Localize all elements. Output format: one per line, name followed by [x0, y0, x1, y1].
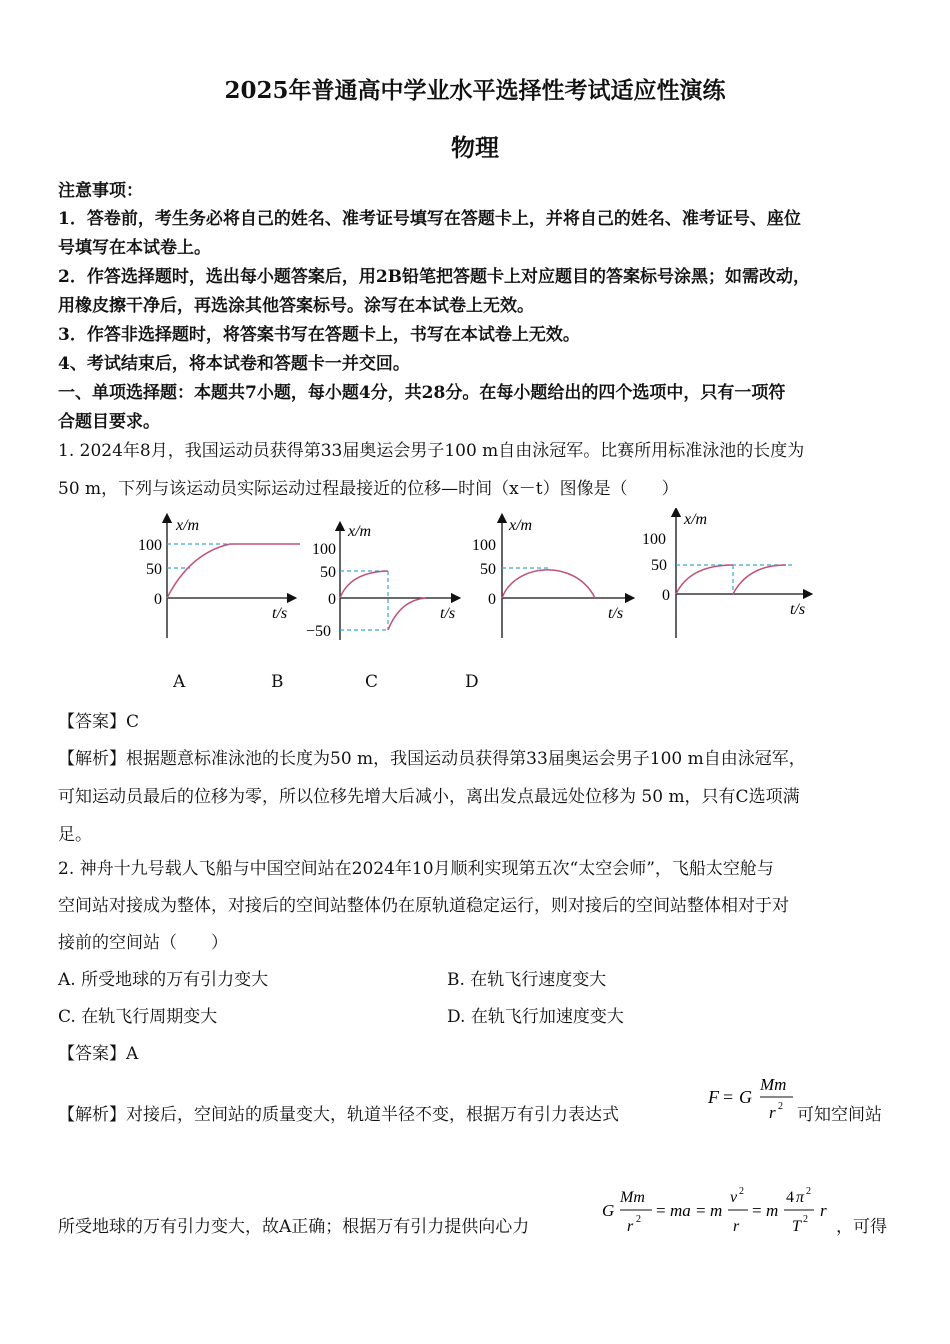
svg-text:2: 2 — [803, 1214, 808, 1225]
svg-text:4: 4 — [786, 1189, 794, 1206]
svg-text:x/m: x/m — [684, 511, 708, 528]
svg-text:2: 2 — [806, 1186, 811, 1197]
svg-text:=: = — [752, 1201, 762, 1220]
svg-text:100: 100 — [642, 531, 666, 548]
svg-text:v: v — [730, 1189, 738, 1206]
svg-text:50: 50 — [146, 561, 162, 578]
gravity-formula — [705, 1070, 797, 1126]
q2-analysis-part-1: 【解析】对接后，空间站的质量变大，轨道半径不变，根据万有引力表达式 — [58, 1105, 619, 1125]
svg-text:0: 0 — [662, 587, 670, 604]
svg-text:100: 100 — [138, 537, 162, 554]
graph-d-curve-2 — [733, 565, 786, 594]
q1-option-a-label: A — [173, 672, 186, 692]
q1-analysis-line-1: 【解析】根据题意标准泳池的长度为50 m，我国运动员获得第33届奥运会男子100 m自由泳冠军， — [58, 749, 806, 769]
graph-c-curve — [502, 570, 595, 598]
q1-analysis-line-3: 足。 — [58, 825, 92, 845]
note-1-line-2: 号填写在本试卷上。 — [58, 238, 211, 258]
graph-b — [306, 523, 456, 640]
q2-line-2: 空间站对接成为整体，对接后的空间站整体仍在原轨道稳定运行，则对接后的空间站整体相对于对 — [58, 896, 789, 916]
q2-analysis-part-4: ，可得 — [836, 1217, 887, 1237]
svg-text:G: G — [739, 1087, 752, 1107]
svg-text:T: T — [792, 1218, 801, 1235]
svg-text:r: r — [627, 1218, 634, 1235]
q2-option-c: C. 在轨飞行周期变大 — [58, 1007, 218, 1027]
graph-d — [642, 511, 808, 638]
svg-text:50: 50 — [320, 564, 336, 581]
subject-title: 物理 — [451, 133, 499, 162]
q2-analysis-part-3: 所受地球的万有引力变大，故A正确；根据万有引力提供向心力 — [58, 1217, 530, 1237]
svg-text:x/m: x/m — [348, 523, 372, 540]
note-3: 3．作答非选择题时，将答案书写在答题卡上，书写在本试卷上无效。 — [58, 325, 580, 345]
graph-b-curve-2 — [388, 598, 426, 630]
svg-text:r: r — [820, 1201, 827, 1220]
svg-text:G: G — [602, 1201, 615, 1220]
note-1-line-1: 1．答卷前，考生务必将自己的姓名、准考证号填写在答题卡上，并将自己的姓名、准考证号、座位 — [58, 209, 801, 229]
q2-analysis-part-2: 可知空间站 — [797, 1105, 882, 1125]
svg-text:0: 0 — [488, 591, 496, 608]
q1-answer: 【答案】C — [58, 712, 140, 732]
q2-line-3: 接前的空间站（ ） — [58, 933, 228, 953]
svg-text:2: 2 — [778, 1101, 783, 1112]
svg-text:x/m: x/m — [509, 517, 533, 534]
q2-option-b: B. 在轨飞行速度变大 — [447, 970, 607, 990]
svg-text:F: F — [708, 1087, 719, 1107]
q1-option-c-label: C — [365, 672, 379, 692]
svg-text:t/s: t/s — [440, 605, 456, 622]
svg-text:=: = — [656, 1201, 666, 1220]
svg-text:Mm: Mm — [760, 1075, 787, 1094]
q1-line-1: 1. 2024年8月，我国运动员获得第33届奥运会男子100 m自由泳冠军。比赛所用标准泳池的长度为 — [58, 441, 805, 461]
q1-line-2: 50 m，下列与该运动员实际运动过程最接近的位移—时间（x－t）图像是（ ） — [58, 479, 679, 499]
svg-text:ma: ma — [670, 1201, 691, 1220]
svg-text:2: 2 — [636, 1214, 641, 1225]
svg-text:t/s: t/s — [272, 605, 288, 622]
section-1-line-1: 一、单项选择题：本题共7小题，每小题4分，共28分。在每小题给出的四个选项中，只有一项符 — [58, 383, 786, 403]
svg-text:x/m: x/m — [176, 517, 200, 534]
graph-c — [472, 517, 630, 638]
svg-text:50: 50 — [480, 561, 496, 578]
exam-title: 2025年普通高中学业水平选择性考试适应性演练 — [224, 77, 726, 104]
q1-option-d-label: D — [465, 672, 479, 692]
section-1-line-2: 合题目要求。 — [58, 412, 160, 432]
graph-d-curve-1 — [676, 565, 733, 594]
svg-text:50: 50 — [651, 557, 667, 574]
notes-heading: 注意事项： — [58, 181, 143, 201]
q1-graphs — [0, 508, 950, 668]
graph-a — [138, 517, 300, 638]
graph-a-curve — [167, 544, 300, 598]
svg-text:r: r — [769, 1103, 776, 1122]
svg-text:0: 0 — [154, 591, 162, 608]
svg-text:100: 100 — [472, 537, 496, 554]
svg-text:Mm: Mm — [620, 1189, 645, 1206]
svg-text:=: = — [723, 1087, 734, 1107]
svg-text:t/s: t/s — [790, 601, 806, 618]
q2-answer: 【答案】A — [58, 1044, 139, 1064]
q2-option-d: D. 在轨飞行加速度变大 — [447, 1007, 624, 1027]
q1-analysis-line-2: 可知运动员最后的位移为零，所以位移先增大后减小，离出发点最远处位移为 50 m，只有C选项满 — [58, 787, 800, 807]
q2-option-a: A. 所受地球的万有引力变大 — [58, 970, 269, 990]
note-2-line-1: 2．作答选择题时，选出每小题答案后，用2B铅笔把答题卡上对应题目的答案标号涂黑；如需改动， — [58, 267, 811, 287]
svg-text:t/s: t/s — [608, 605, 624, 622]
svg-text:100: 100 — [312, 541, 336, 558]
svg-text:=: = — [696, 1201, 706, 1220]
svg-text:r: r — [733, 1218, 740, 1235]
svg-text:−50: −50 — [306, 623, 332, 640]
svg-text:m: m — [710, 1201, 723, 1220]
svg-text:m: m — [766, 1201, 779, 1220]
note-4: 4、考试结束后，将本试卷和答题卡一并交回。 — [58, 354, 410, 374]
graph-b-curve-1 — [340, 571, 388, 598]
note-2-line-2: 用橡皮擦干净后，再选涂其他答案标号。涂写在本试卷上无效。 — [58, 296, 534, 316]
svg-text:π: π — [796, 1189, 805, 1206]
centripetal-formula — [600, 1182, 836, 1240]
svg-text:2: 2 — [739, 1186, 744, 1197]
svg-text:0: 0 — [328, 591, 336, 608]
q2-line-1: 2. 神舟十九号载人飞船与中国空间站在2024年10月顺利实现第五次“太空会师”，飞船太空舱与 — [58, 859, 774, 879]
q1-option-b-label: B — [271, 672, 284, 692]
